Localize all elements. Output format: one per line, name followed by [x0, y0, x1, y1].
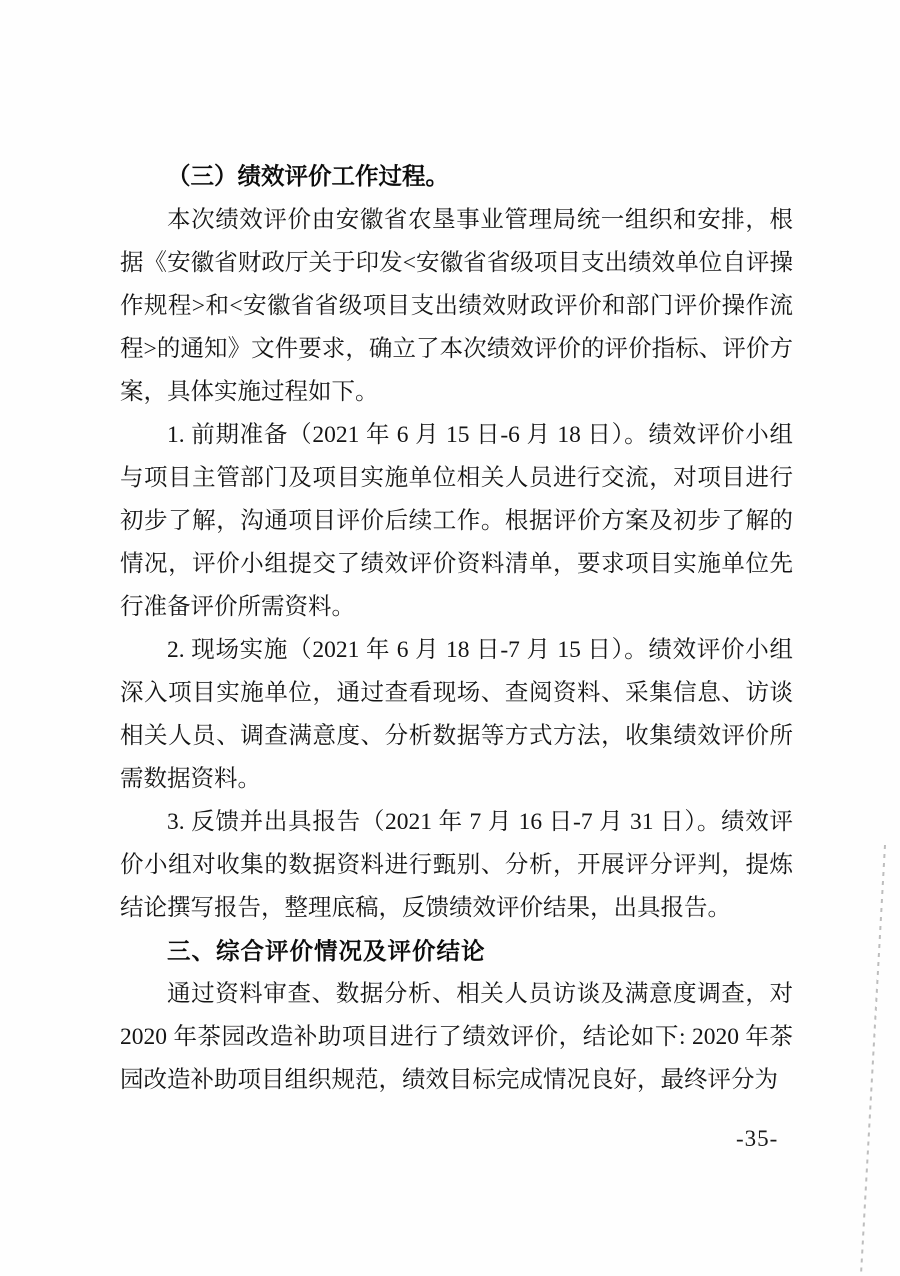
- document-body: [120, 156, 793, 1102]
- paragraph-step-1-preparation: 1. 前期准备（2021 年 6 月 15 日-6 月 18 日）。绩效评价小组与项目主管部门及项目实施单位相关人员进行交流，对项目进行初步了解，沟通项目评价后续工作。根据评价方案及初步了解的情况，评价小组提交了绩效评价资料清单，要求项目实施单位先行准备评价所需资料。: [120, 422, 793, 620]
- section-heading-evaluation-process: （三）绩效评价工作过程。: [167, 164, 449, 190]
- section-heading-conclusion: 三、综合评价情况及评价结论: [167, 938, 486, 964]
- paragraph-step-3-report: 3. 反馈并出具报告（2021 年 7 月 16 日-7 月 31 日）。绩效评价小组对收集的数据资料进行甄别、分析，开展评分评判，提炼结论撰写报告，整理底稿，反馈绩效评价结果，出具报告。: [120, 809, 793, 921]
- paragraph-evaluation-basis: 本次绩效评价由安徽省农垦事业管理局统一组织和安排，根据《安徽省财政厅关于印发<安徽省省级项目支出绩效单位自评操作规程>和<安徽省省级项目支出绩效财政评价和部门评价操作流程>的通知》文件要求，确立了本次绩效评价的评价指标、评价方案，具体实施过程如下。: [120, 207, 793, 405]
- paragraph-step-2-onsite: 2. 现场实施（2021 年 6 月 18 日-7 月 15 日）。绩效评价小组深入项目实施单位，通过查看现场、查阅资料、采集信息、访谈相关人员、调查满意度、分析数据等方式方法，收集绩效评价所需数据资料。: [120, 637, 793, 792]
- scan-artifact-line: [860, 845, 886, 1275]
- paragraph-conclusion: 通过资料审查、数据分析、相关人员访谈及满意度调查，对 2020 年茶园改造补助项目进行了绩效评价，结论如下: 2020 年茶园改造补助项目组织规范，绩效目标完成情况良好，最终评分为: [120, 981, 793, 1093]
- page-number: -35-: [736, 1126, 779, 1151]
